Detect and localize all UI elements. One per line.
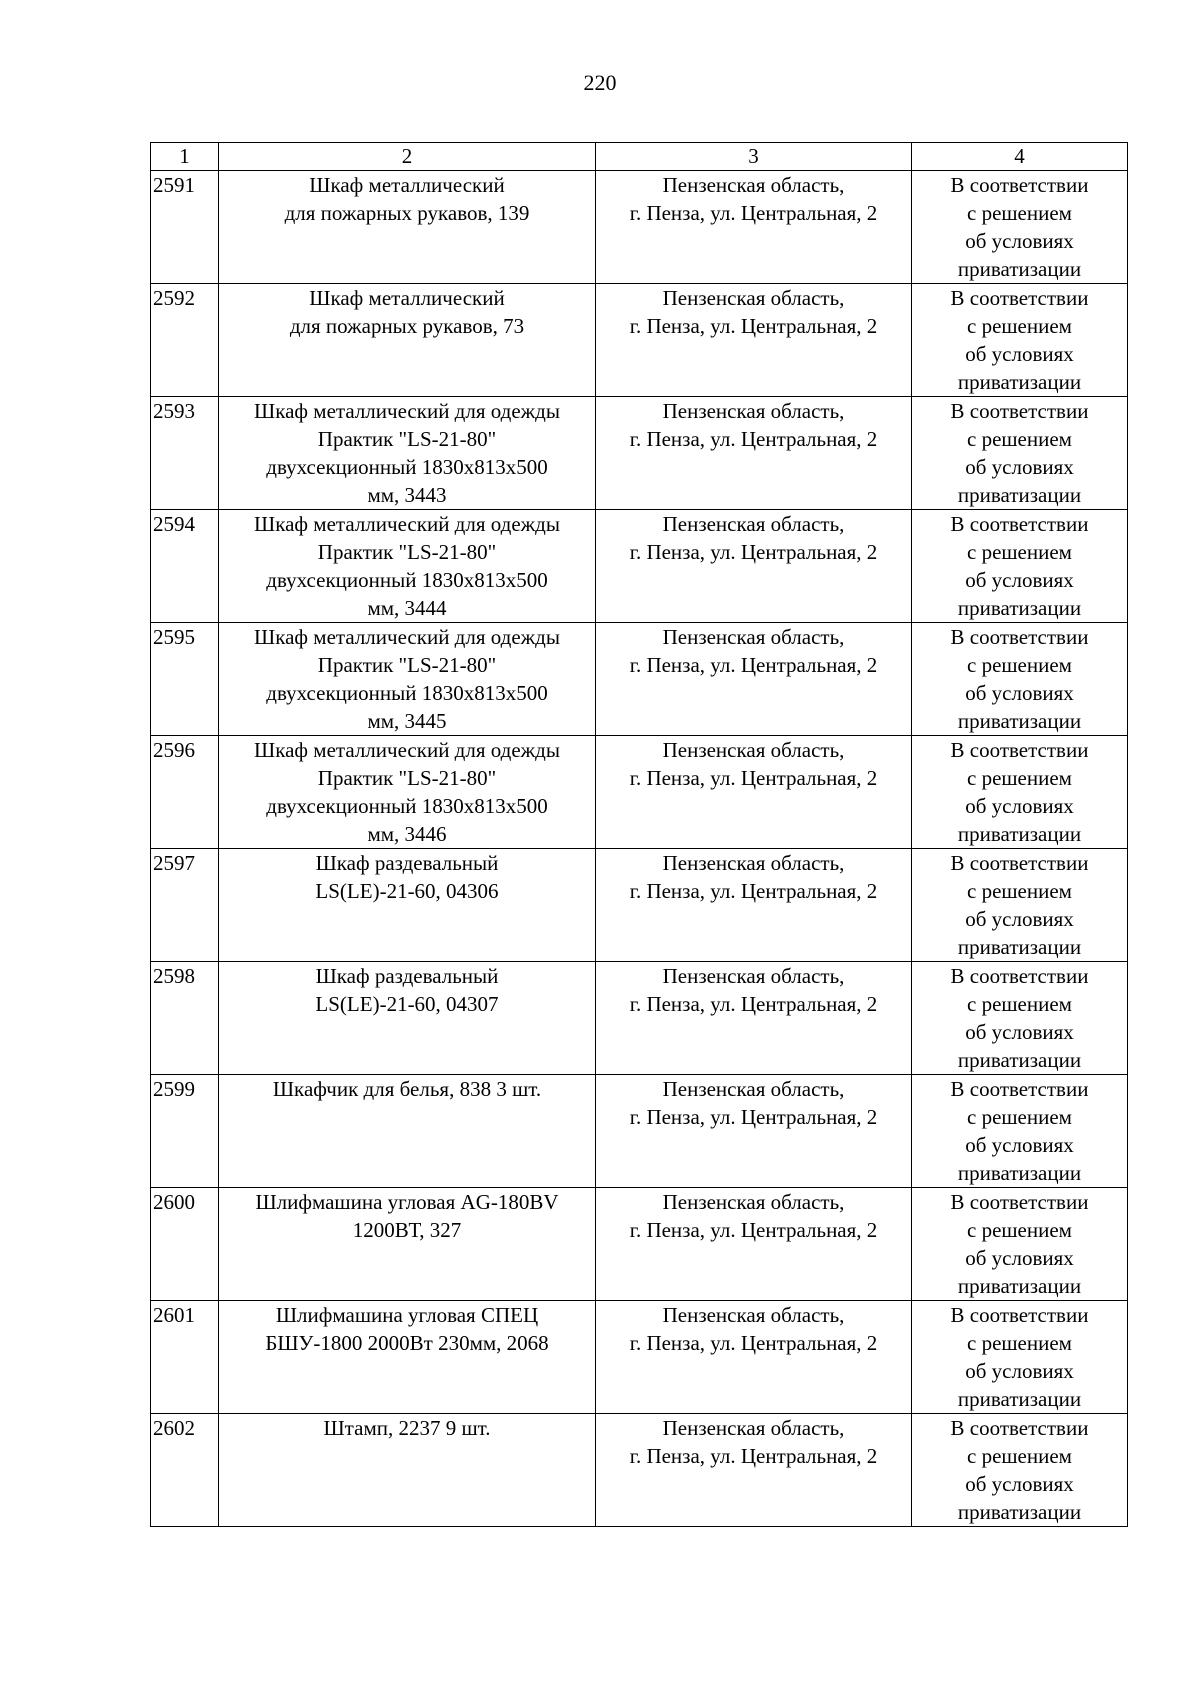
cell-line: В соответствии xyxy=(950,851,1089,875)
row-number-cell: 2600 xyxy=(151,1188,219,1301)
cell-line: Шлифмашина угловая СПЕЦ xyxy=(275,1303,539,1327)
cell-line: для пожарных рукавов, 73 xyxy=(289,314,525,338)
cell-line: с решением xyxy=(967,201,1072,225)
cell-line: двухсекционный 1830x813x500 xyxy=(266,794,548,818)
table-row xyxy=(151,1075,1128,1188)
cell-line: приватизации xyxy=(957,1048,1082,1072)
cell-line: Шкафчик для белья, 838 3 шт. xyxy=(272,1077,542,1101)
cell-line: Шкаф металлический для одежды xyxy=(254,738,560,762)
address-cell xyxy=(596,1188,912,1301)
address-cell xyxy=(596,171,912,284)
column-header-1: 1 xyxy=(151,143,219,171)
cell-line: мм, 3444 xyxy=(367,596,447,620)
condition-cell xyxy=(912,736,1128,849)
condition-cell xyxy=(912,1188,1128,1301)
cell-line: г. Пенза, ул. Центральная, 2 xyxy=(629,201,878,225)
cell-line: Пензенская область, xyxy=(662,1077,845,1101)
cell-line: об условиях xyxy=(965,1020,1074,1044)
cell-line: В соответствии xyxy=(950,173,1089,197)
cell-line: г. Пенза, ул. Центральная, 2 xyxy=(629,992,878,1016)
cell-line: г. Пенза, ул. Центральная, 2 xyxy=(629,427,878,451)
condition-cell xyxy=(912,849,1128,962)
condition-cell xyxy=(912,623,1128,736)
cell-line: Шкаф металлический xyxy=(309,286,505,310)
cell-line: Пензенская область, xyxy=(662,1416,845,1440)
cell-line: г. Пенза, ул. Центральная, 2 xyxy=(629,879,878,903)
item-name-cell xyxy=(219,1301,596,1414)
item-name-cell xyxy=(219,171,596,284)
cell-line: Пензенская область, xyxy=(662,851,845,875)
cell-line: В соответствии xyxy=(950,512,1089,536)
cell-line: с решением xyxy=(967,766,1072,790)
cell-line: В соответствии xyxy=(950,964,1089,988)
cell-line: двухсекционный 1830x813x500 xyxy=(266,455,548,479)
cell-line: с решением xyxy=(967,1218,1072,1242)
cell-line: г. Пенза, ул. Центральная, 2 xyxy=(629,766,878,790)
cell-line: приватизации xyxy=(957,935,1082,959)
cell-line: Шлифмашина угловая AG-180BV xyxy=(255,1190,559,1214)
cell-line: г. Пенза, ул. Центральная, 2 xyxy=(629,1444,878,1468)
address-cell xyxy=(596,284,912,397)
item-name-cell xyxy=(219,849,596,962)
cell-line: В соответствии xyxy=(950,738,1089,762)
condition-cell xyxy=(912,171,1128,284)
cell-line: с решением xyxy=(967,653,1072,677)
cell-line: Практик "LS-21-80" xyxy=(317,540,497,564)
item-name-cell xyxy=(219,1075,596,1188)
cell-line: приватизации xyxy=(957,709,1082,733)
row-number-cell: 2593 xyxy=(151,397,219,510)
condition-cell xyxy=(912,510,1128,623)
cell-line: об условиях xyxy=(965,1359,1074,1383)
cell-line: В соответствии xyxy=(950,399,1089,423)
cell-line: Практик "LS-21-80" xyxy=(317,653,497,677)
cell-line: об условиях xyxy=(965,229,1074,253)
cell-line: Шкаф раздевальный xyxy=(315,964,499,988)
table-row xyxy=(151,1414,1128,1527)
cell-line: г. Пенза, ул. Центральная, 2 xyxy=(629,540,878,564)
row-number-cell: 2591 xyxy=(151,171,219,284)
cell-line: Практик "LS-21-80" xyxy=(317,427,497,451)
cell-line: Шкаф металлический xyxy=(309,173,505,197)
table-row xyxy=(151,284,1128,397)
condition-cell xyxy=(912,397,1128,510)
cell-line: мм, 3443 xyxy=(367,483,447,507)
cell-line: с решением xyxy=(967,427,1072,451)
cell-line: приватизации xyxy=(957,370,1082,394)
condition-cell xyxy=(912,1414,1128,1527)
row-number-cell: 2598 xyxy=(151,962,219,1075)
cell-line: с решением xyxy=(967,992,1072,1016)
item-name-cell xyxy=(219,962,596,1075)
cell-line: для пожарных рукавов, 139 xyxy=(284,201,530,225)
cell-line: двухсекционный 1830x813x500 xyxy=(266,568,548,592)
cell-line: LS(LE)-21-60, 04307 xyxy=(315,992,499,1016)
table-row xyxy=(151,1188,1128,1301)
row-number-cell: 2592 xyxy=(151,284,219,397)
cell-line: приватизации xyxy=(957,1387,1082,1411)
row-number-cell: 2596 xyxy=(151,736,219,849)
cell-line: Штамп, 2237 9 шт. xyxy=(323,1416,491,1440)
column-header-4: 4 xyxy=(912,143,1128,171)
cell-line: об условиях xyxy=(965,455,1074,479)
address-cell xyxy=(596,510,912,623)
cell-line: с решением xyxy=(967,540,1072,564)
cell-line: об условиях xyxy=(965,568,1074,592)
cell-line: Пензенская область, xyxy=(662,399,845,423)
cell-line: с решением xyxy=(967,879,1072,903)
cell-line: мм, 3446 xyxy=(367,822,447,846)
cell-line: БШУ-1800 2000Вт 230мм, 2068 xyxy=(265,1331,549,1355)
cell-line: Шкаф металлический для одежды xyxy=(254,512,560,536)
cell-line: г. Пенза, ул. Центральная, 2 xyxy=(629,653,878,677)
address-cell xyxy=(596,849,912,962)
cell-line: приватизации xyxy=(957,1161,1082,1185)
cell-line: г. Пенза, ул. Центральная, 2 xyxy=(629,314,878,338)
cell-line: В соответствии xyxy=(950,1416,1089,1440)
cell-line: В соответствии xyxy=(950,286,1089,310)
cell-line: Шкаф раздевальный xyxy=(315,851,499,875)
table-row xyxy=(151,849,1128,962)
column-header-3: 3 xyxy=(596,143,912,171)
cell-line: приватизации xyxy=(957,1274,1082,1298)
cell-line: Пензенская область, xyxy=(662,964,845,988)
item-name-cell xyxy=(219,1414,596,1527)
condition-cell xyxy=(912,284,1128,397)
cell-line: с решением xyxy=(967,1105,1072,1129)
item-name-cell xyxy=(219,284,596,397)
item-name-cell xyxy=(219,397,596,510)
condition-cell xyxy=(912,1075,1128,1188)
cell-line: двухсекционный 1830x813x500 xyxy=(266,681,548,705)
table-body xyxy=(151,143,1128,1527)
table-row xyxy=(151,962,1128,1075)
cell-line: г. Пенза, ул. Центральная, 2 xyxy=(629,1218,878,1242)
cell-line: об условиях xyxy=(965,794,1074,818)
condition-cell xyxy=(912,1301,1128,1414)
table-header-row xyxy=(151,143,1128,171)
cell-line: мм, 3445 xyxy=(367,709,447,733)
address-cell xyxy=(596,1301,912,1414)
cell-line: Пензенская область, xyxy=(662,1190,845,1214)
cell-line: об условиях xyxy=(965,907,1074,931)
cell-line: Пензенская область, xyxy=(662,173,845,197)
table-row xyxy=(151,623,1128,736)
cell-line: Шкаф металлический для одежды xyxy=(254,399,560,423)
address-cell xyxy=(596,1414,912,1527)
cell-line: Пензенская область, xyxy=(662,1303,845,1327)
cell-line: с решением xyxy=(967,1331,1072,1355)
page-number: 220 xyxy=(583,70,617,95)
condition-cell xyxy=(912,962,1128,1075)
cell-line: приватизации xyxy=(957,257,1082,281)
cell-line: об условиях xyxy=(965,1472,1074,1496)
cell-line: Шкаф металлический для одежды xyxy=(254,625,560,649)
cell-line: LS(LE)-21-60, 04306 xyxy=(315,879,499,903)
cell-line: г. Пенза, ул. Центральная, 2 xyxy=(629,1105,878,1129)
cell-line: с решением xyxy=(967,314,1072,338)
cell-line: г. Пенза, ул. Центральная, 2 xyxy=(629,1331,878,1355)
cell-line: 1200ВТ, 327 xyxy=(352,1218,462,1242)
address-cell xyxy=(596,736,912,849)
cell-line: В соответствии xyxy=(950,1077,1089,1101)
table-row xyxy=(151,1301,1128,1414)
property-table xyxy=(150,142,1128,1527)
address-cell xyxy=(596,1075,912,1188)
row-number-cell: 2599 xyxy=(151,1075,219,1188)
cell-line: В соответствии xyxy=(950,1190,1089,1214)
cell-line: Практик "LS-21-80" xyxy=(317,766,497,790)
row-number-cell: 2602 xyxy=(151,1414,219,1527)
cell-line: об условиях xyxy=(965,1246,1074,1270)
item-name-cell xyxy=(219,510,596,623)
cell-line: Пензенская область, xyxy=(662,738,845,762)
address-cell xyxy=(596,623,912,736)
cell-line: об условиях xyxy=(965,681,1074,705)
column-header-2: 2 xyxy=(219,143,596,171)
cell-line: Пензенская область, xyxy=(662,512,845,536)
item-name-cell xyxy=(219,736,596,849)
cell-line: Пензенская область, xyxy=(662,286,845,310)
table-row xyxy=(151,397,1128,510)
cell-line: Пензенская область, xyxy=(662,625,845,649)
cell-line: об условиях xyxy=(965,1133,1074,1157)
cell-line: В соответствии xyxy=(950,1303,1089,1327)
cell-line: с решением xyxy=(967,1444,1072,1468)
row-number-cell: 2594 xyxy=(151,510,219,623)
table-row xyxy=(151,171,1128,284)
row-number-cell: 2601 xyxy=(151,1301,219,1414)
row-number-cell: 2597 xyxy=(151,849,219,962)
cell-line: В соответствии xyxy=(950,625,1089,649)
cell-line: об условиях xyxy=(965,342,1074,366)
item-name-cell xyxy=(219,1188,596,1301)
address-cell xyxy=(596,962,912,1075)
table-row xyxy=(151,510,1128,623)
cell-line: приватизации xyxy=(957,822,1082,846)
cell-line: приватизации xyxy=(957,1500,1082,1524)
row-number-cell: 2595 xyxy=(151,623,219,736)
table-row xyxy=(151,736,1128,849)
cell-line: приватизации xyxy=(957,483,1082,507)
item-name-cell xyxy=(219,623,596,736)
cell-line: приватизации xyxy=(957,596,1082,620)
address-cell xyxy=(596,397,912,510)
